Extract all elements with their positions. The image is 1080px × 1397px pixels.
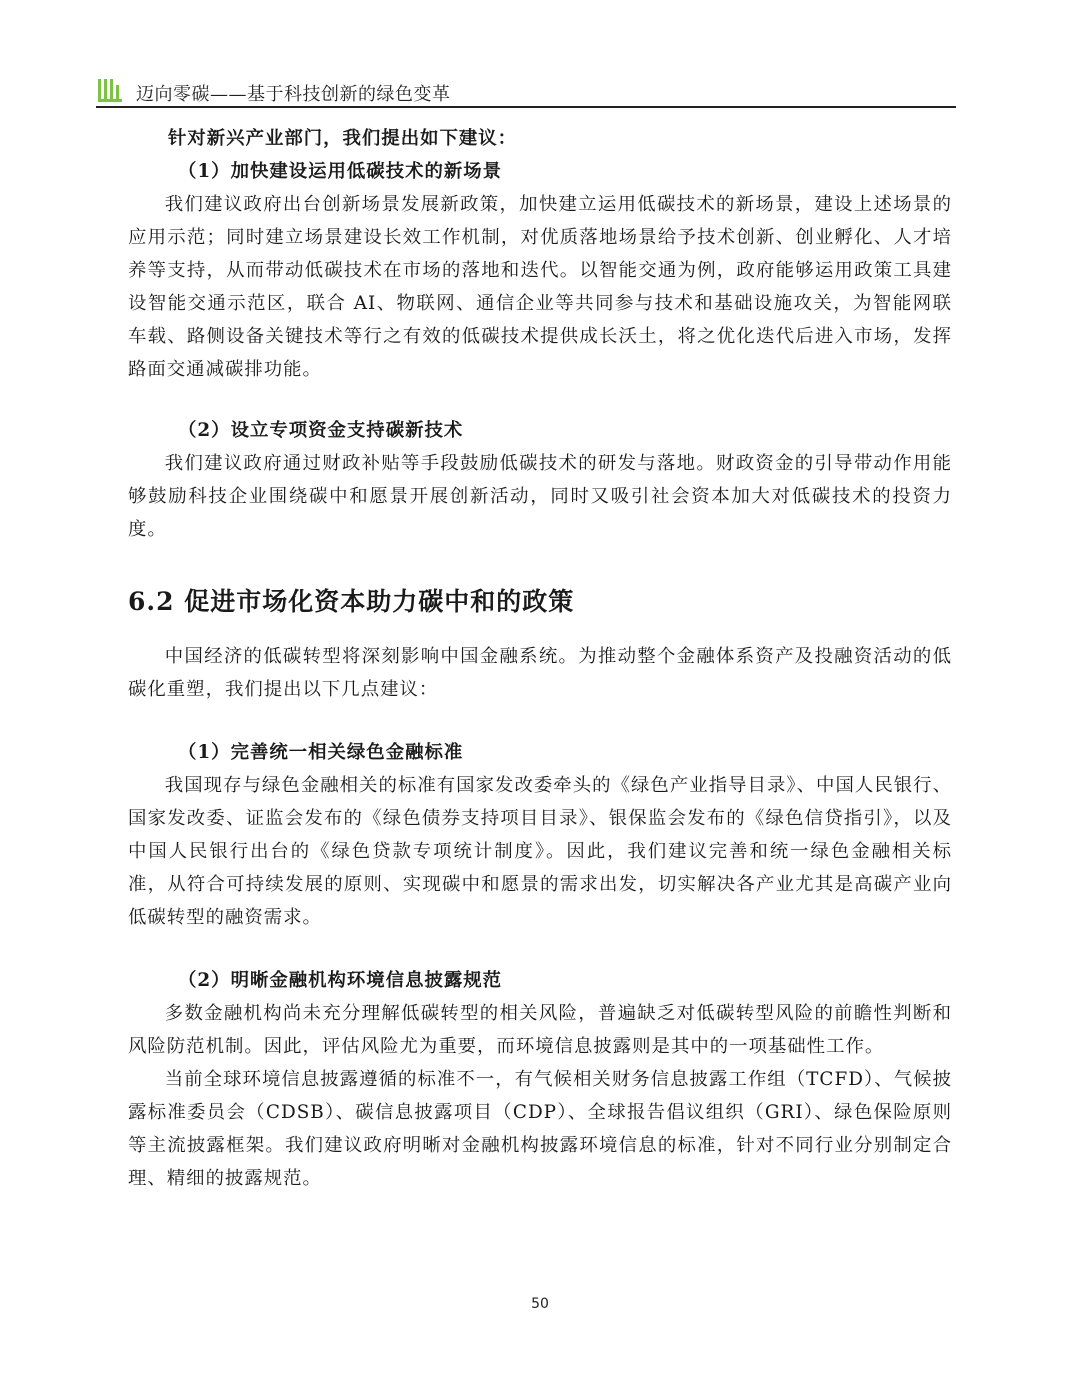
header-divider [96,106,956,108]
intro-heading: 针对新兴产业部门，我们提出如下建议： [168,128,518,149]
paragraph-5: 当前全球环境信息披露遵循的标准不一，有气候相关财务信息披露工作组（TCFD）、气候披露标准委员会（CDSB）、碳信息披露项目（CDP）、全球报告倡议组织（GRI）、绿色保险原则等主流披露框架。我们建议政府明晰对金融机构披露环境信息的标准，针对不同行业分别制定合理、精细的披露规范。 [128,1069,952,1189]
paragraph-4: 多数金融机构尚未充分理解低碳转型的相关风险，普遍缺乏对低碳转型风险的前瞻性判断和风险防范机制。因此，评估风险尤为重要，而环境信息披露则是其中的一项基础性工作。 [128,1003,952,1057]
subsection-heading-4: （2）明晰金融机构环境信息披露规范 [178,970,503,991]
section-intro: 中国经济的低碳转型将深刻影响中国金融系统。为推动整个金融体系资产及投融资活动的低碳化重塑，我们提出以下几点建议： [128,646,952,700]
section-title: 6.2 促进市场化资本助力碳中和的政策 [128,587,575,616]
header-title: 迈向零碳——基于科技创新的绿色变革 [136,84,451,105]
subsection-heading-3: （1）完善统一相关绿色金融标准 [178,742,464,763]
subsection-heading-2: （2）设立专项资金支持碳新技术 [178,420,464,441]
paragraph-2: 我们建议政府通过财政补贴等手段鼓励低碳技术的研发与落地。财政资金的引导带动作用能够鼓励科技企业围绕碳中和愿景开展创新活动，同时又吸引社会资本加大对低碳技术的投资力度。 [128,453,952,540]
page-number: 50 [531,1296,549,1312]
logo-icon [96,76,124,104]
subsection-heading-1: （1）加快建设运用低碳技术的新场景 [178,161,503,182]
paragraph-3: 我国现存与绿色金融相关的标准有国家发改委牵头的《绿色产业指导目录》、中国人民银行、国家发改委、证监会发布的《绿色债券支持项目目录》、银保监会发布的《绿色信贷指引》，以及中国人民银行出台的《绿色贷款专项统计制度》。因此，我们建议完善和统一绿色金融相关标准，从符合可持续发展的原则、实现碳中和愿景的需求出发，切实解决各产业尤其是高碳产业向低碳转型的融资需求。 [128,775,952,928]
page-body [128,122,952,1195]
paragraph-1: 我们建议政府出台创新场景发展新政策，加快建立运用低碳技术的新场景，建设上述场景的应用示范；同时建立场景建设长效工作机制，对优质落地场景给予技术创新、创业孵化、人才培养等支持，从而带动低碳技术在市场的落地和迭代。以智能交通为例，政府能够运用政策工具建设智能交通示范区，联合 AI、物联网、通信企业等共同参与技术和基础设施攻关，为智能网联车载、路侧设备关键技术等行之有效的低碳技术提供成长沃土，将之优化迭代后进入市场，发挥路面交通减碳排功能。 [128,194,952,380]
page-header [96,76,956,110]
